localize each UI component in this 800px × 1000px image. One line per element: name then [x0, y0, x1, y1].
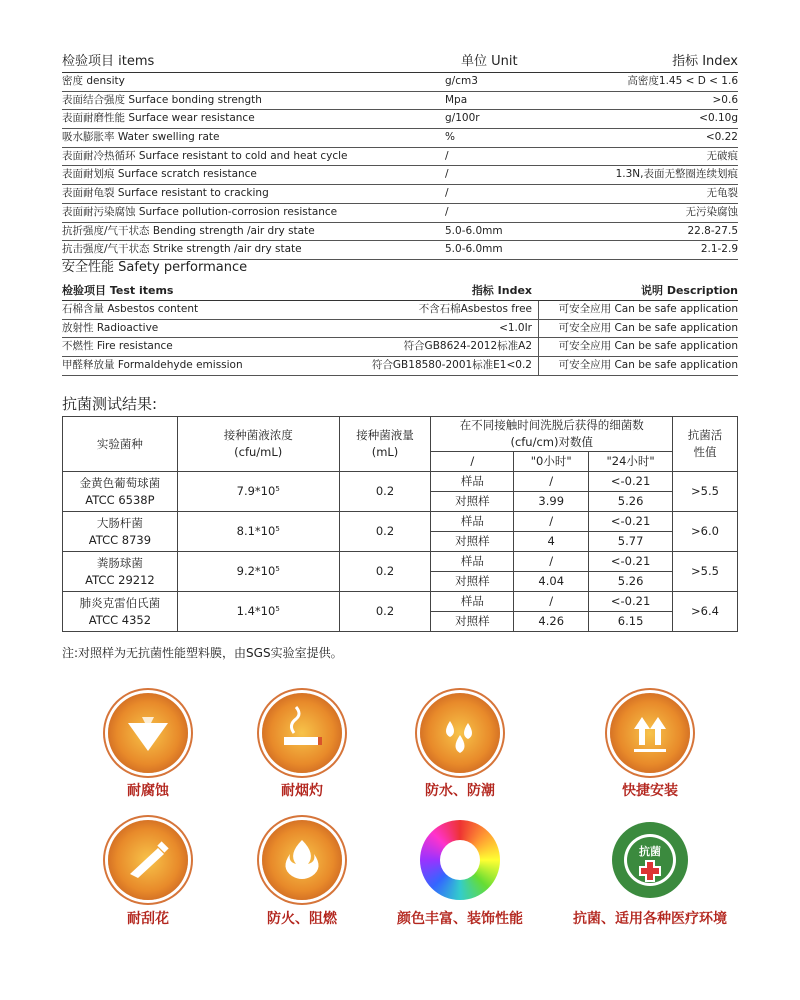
- safety-row: [62, 357, 738, 376]
- feature-label: 耐腐蚀: [127, 783, 169, 799]
- spec-unit: 5.0-6.0mm: [445, 243, 503, 256]
- feature-label: 抗菌、适用各种医疗环境: [573, 911, 727, 927]
- corrosion-icon: [108, 693, 188, 773]
- sample-0h: /: [514, 552, 589, 572]
- control-0h: 4: [514, 532, 589, 552]
- spec-item: 吸水膨胀率 Water swelling rate: [62, 131, 220, 144]
- sample-label: 样品: [431, 592, 514, 612]
- spec-header: [62, 52, 738, 73]
- spec-index: 22.8-27.5: [687, 224, 738, 237]
- feature-label: 防水、防潮: [425, 783, 495, 799]
- spec-header-index: 指标 Index: [672, 54, 738, 69]
- safety-desc: 可安全应用 Can be safe application: [538, 338, 738, 356]
- safety-index: <1.0Ir: [499, 321, 532, 334]
- spec-index: 无破痕: [706, 149, 738, 162]
- spec-index: 2.1-2.9: [700, 243, 738, 256]
- activity-cell: >6.0: [673, 512, 738, 552]
- control-24h: 5.26: [589, 492, 673, 512]
- subcol-0h: "0小时": [514, 452, 589, 472]
- water-drops-icon: [420, 693, 500, 773]
- sample-24h: <-0.21: [589, 592, 673, 612]
- safety-item: 甲醛释放量 Formaldehyde emission: [62, 359, 243, 372]
- species-cell: 肺炎克雷伯氏菌 ATCC 4352: [63, 592, 178, 632]
- col-volume: 接种菌液量 (mL): [339, 417, 431, 472]
- badge-text: 抗菌: [639, 845, 661, 858]
- activity-cell: >5.5: [673, 472, 738, 512]
- spec-header-unit: 单位 Unit: [461, 54, 518, 69]
- safety-header-item: 检验项目 Test items: [62, 284, 174, 297]
- spec-index: >0.6: [712, 93, 738, 106]
- spec-row: [62, 110, 738, 129]
- safety-index: 符合GB8624-2012标准A2: [403, 340, 532, 353]
- subcol-type: /: [431, 452, 514, 472]
- safety-desc: 可安全应用 Can be safe application: [538, 320, 738, 338]
- spec-index: <0.10g: [699, 112, 738, 125]
- spec-header-item: 检验项目 items: [62, 54, 155, 69]
- safety-header: [62, 282, 738, 301]
- spec-item: 表面耐龟裂 Surface resistant to cracking: [62, 187, 269, 200]
- spec-unit: Mpa: [445, 93, 468, 106]
- spec-unit: %: [445, 131, 455, 144]
- species-cell: 金黄色葡萄球菌 ATCC 6538P: [63, 472, 178, 512]
- control-label: 对照样: [431, 492, 514, 512]
- spec-row: [62, 204, 738, 223]
- ab-sample-row: [63, 472, 738, 492]
- sample-label: 样品: [431, 552, 514, 572]
- safety-row: [62, 301, 738, 320]
- spec-item: 抗击强度/气干状态 Strike strength /air dry state: [62, 243, 302, 256]
- ab-sample-row: [63, 592, 738, 612]
- spec-unit: /: [445, 187, 449, 200]
- feature-label: 防火、阻燃: [267, 911, 337, 927]
- ab-sample-row: [63, 552, 738, 572]
- volume-cell: 0.2: [339, 472, 431, 512]
- activity-cell: >6.4: [673, 592, 738, 632]
- safety-row: [62, 320, 738, 339]
- spec-row: [62, 129, 738, 148]
- volume-cell: 0.2: [339, 592, 431, 632]
- spec-unit: /: [445, 149, 449, 162]
- control-label: 对照样: [431, 572, 514, 592]
- volume-cell: 0.2: [339, 512, 431, 552]
- safety-item: 石棉含量 Asbestos content: [62, 303, 199, 315]
- control-24h: 5.26: [589, 572, 673, 592]
- safety-desc: 可安全应用 Can be safe application: [538, 357, 738, 375]
- spec-row: [62, 223, 738, 242]
- spec-row: [62, 148, 738, 167]
- sample-24h: <-0.21: [589, 552, 673, 572]
- sample-label: 样品: [431, 512, 514, 532]
- antibacterial-table: [62, 416, 738, 632]
- sample-0h: /: [514, 512, 589, 532]
- feature-label: 快捷安装: [622, 783, 678, 799]
- col-species: 实验菌种: [63, 417, 178, 472]
- safety-index: 符合GB18580-2001标准E1<0.2: [371, 359, 532, 372]
- spec-unit: g/100r: [445, 112, 480, 125]
- spec-item: 表面耐污染腐蚀 Surface pollution-corrosion resistance: [62, 205, 338, 218]
- subcol-24h: "24小时": [589, 452, 673, 472]
- volume-cell: 0.2: [339, 552, 431, 592]
- feature-label: 颜色丰富、装饰性能: [397, 911, 523, 927]
- spec-table: [62, 52, 738, 260]
- safety-item: 放射性 Radioactive: [62, 321, 159, 334]
- control-label: 对照样: [431, 532, 514, 552]
- safety-desc: 可安全应用 Can be safe application: [538, 301, 738, 319]
- control-0h: 4.26: [514, 612, 589, 632]
- col-activity: 抗菌活 性值: [673, 417, 738, 472]
- spec-item: 表面耐划痕 Surface scratch resistance: [62, 168, 257, 181]
- activity-cell: >5.5: [673, 552, 738, 592]
- control-label: 对照样: [431, 612, 514, 632]
- sample-label: 样品: [431, 472, 514, 492]
- cigarette-icon: [262, 693, 342, 773]
- spec-index: 无污染腐蚀: [685, 205, 738, 218]
- fire-icon: [262, 820, 342, 900]
- spec-item: 密度 density: [62, 75, 125, 87]
- spec-unit: /: [445, 168, 449, 181]
- safety-title: 安全性能 Safety performance: [62, 260, 248, 275]
- feature-label: 耐刮花: [127, 911, 169, 927]
- spec-item: 表面耐磨性能 Surface wear resistance: [62, 112, 255, 125]
- col-bacteria-count: 在不同接触时间洗脱后获得的细菌数 (cfu/cm)对数值: [431, 417, 673, 452]
- concentration-cell: $7.9*10^5$: [177, 472, 339, 512]
- control-24h: 5.77: [589, 532, 673, 552]
- concentration-cell: $1.4*10^5$: [177, 592, 339, 632]
- antibacterial-title: 抗菌测试结果:: [62, 395, 158, 413]
- spec-unit: g/cm3: [445, 75, 478, 87]
- spec-index: <0.22: [705, 131, 738, 144]
- species-cell: 大肠杆菌 ATCC 8739: [63, 512, 178, 552]
- spec-unit: 5.0-6.0mm: [445, 224, 503, 237]
- feature-label: 耐烟灼: [281, 783, 323, 799]
- spec-unit: /: [445, 205, 449, 218]
- concentration-cell: $9.2*10^5$: [177, 552, 339, 592]
- spec-item: 表面结合强度 Surface bonding strength: [62, 93, 262, 106]
- safety-table: [62, 282, 738, 376]
- knife-icon: [108, 820, 188, 900]
- species-cell: 粪肠球菌 ATCC 29212: [63, 552, 178, 592]
- control-0h: 4.04: [514, 572, 589, 592]
- spec-row: [62, 73, 738, 92]
- color-wheel-icon: [420, 820, 500, 900]
- spec-row: [62, 185, 738, 204]
- safety-index: 不含石棉Asbestos free: [418, 303, 532, 315]
- antibacterial-badge-icon: [610, 820, 690, 900]
- control-0h: 3.99: [514, 492, 589, 512]
- concentration-cell: $8.1*10^5$: [177, 512, 339, 552]
- col-concentration: 接种菌液浓度 (cfu/mL): [177, 417, 339, 472]
- spec-index: 高密度1.45 < D < 1.6: [627, 75, 738, 87]
- spec-index: 无龟裂: [706, 187, 738, 200]
- safety-header-index: 指标 Index: [471, 284, 532, 297]
- safety-item: 不燃性 Fire resistance: [62, 340, 173, 353]
- sample-24h: <-0.21: [589, 472, 673, 492]
- spec-item: 表面耐冷热循环 Surface resistant to cold and heat cycle: [62, 149, 348, 162]
- antibacterial-note: 注:对照样为无抗菌性能塑料膜，由SGS实验室提供。: [62, 646, 343, 660]
- control-24h: 6.15: [589, 612, 673, 632]
- ab-sample-row: [63, 512, 738, 532]
- sample-0h: /: [514, 592, 589, 612]
- spec-item: 抗折强度/气干状态 Bending strength /air dry state: [62, 224, 315, 237]
- safety-row: [62, 338, 738, 357]
- safety-header-desc: 说明 Description: [641, 284, 738, 297]
- spec-row: [62, 166, 738, 185]
- spec-row: [62, 92, 738, 111]
- sample-0h: /: [514, 472, 589, 492]
- arrows-up-icon: [610, 693, 690, 773]
- spec-index: 1.3N,表面无整圈连续划痕: [615, 168, 738, 181]
- sample-24h: <-0.21: [589, 512, 673, 532]
